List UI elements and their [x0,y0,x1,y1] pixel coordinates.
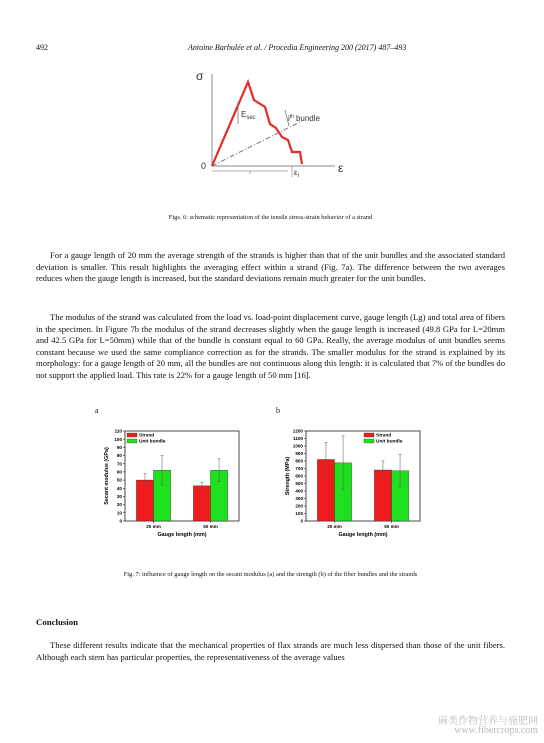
fig6-bundle-label: $i^{th}$ bundle [288,114,320,123]
fig6-caption: Figs. 6: schematic representation of the tensile stress-strain behavior of a strand [168,214,373,221]
fig7b-y-tick-label: 600 [295,473,303,479]
paragraph-3 [36,640,505,663]
fig7a-y-tick-label: 50 [116,477,122,483]
fig7b-x-tick-label: 50 mm [384,524,399,529]
paragraph-1-text: For a gauge length of 20 mm the average strength of the strands is higher than that of the unit bundles and the associated standard deviation is smaller. This result highlights the averaging effect within a strand (Fig. 7a). The difference between the two averages reduces when the gauge length is increased, but the standard deviations remain much greater for the unit bundles. [36,250,505,284]
paragraph-2 [36,312,505,382]
fig7b-y-tick-label: 1100 [293,436,303,442]
watermark-line-2: www.fibercrops.com [454,725,538,736]
fig7a-y-tick-label: 20 [116,502,122,508]
fig7a-x-axis-label: Gauge length (mm) [157,532,207,538]
fig7b-legend-label: Strand [376,433,392,439]
fig7a-y-tick-label: 110 [114,428,122,434]
fig7b-y-tick-label: 300 [295,496,303,502]
fig7-caption: Fig. 7: influence of gauge length on the secant modulus (a) and the strength (b) of the fiber bundles and the strands [123,571,418,578]
fig7b-x-tick-label: 20 mm [327,524,342,529]
fig7a-y-tick-label: 10 [116,510,122,516]
fig7b-y-tick-label: 500 [295,481,303,487]
conclusion-heading: Conclusion [36,617,79,627]
fig7a-legend-swatch [127,433,137,437]
fig7b-chart [283,425,428,543]
paragraph-3-text: These different results indicate that the mechanical properties of flax strands are much less dispersed than those of the unit fibers. Although each stem has particular properties, the representativeness of the average values [36,640,505,662]
fig7a-y-tick-label: 40 [116,485,122,491]
fig7a-y-tick-label: 0 [119,518,122,524]
fig6-y-label: σ [196,69,204,83]
fig6-schematic [190,66,365,186]
fig7b-y-tick-label: 1200 [292,428,303,434]
fig7a-bar-strand [193,486,210,521]
fig7b-y-tick-label: 1000 [292,443,303,449]
page-number: 492 [36,43,48,52]
fig6-esec-label: $E_{sec}$ [241,110,256,121]
paragraph-1 [36,250,505,285]
fig7b-y-tick-label: 0 [300,518,303,524]
fig7a-legend-swatch [127,439,137,443]
fig7a-y-tick-label: 90 [116,444,122,450]
fig7a-chart [102,425,247,543]
fig7b-y-tick-label: 700 [295,466,303,472]
fig7a-y-tick-label: 70 [116,461,122,467]
fig7a-legend-label: Unit bundle [139,439,166,445]
fig7a-y-tick-label: 30 [116,494,122,500]
fig7b-x-axis-label: Gauge length (mm) [338,532,388,538]
fig7b-y-tick-label: 900 [295,451,303,457]
fig7b-legend-swatch [364,439,374,443]
fig6-origin: 0 [201,161,207,171]
fig6-x-label: ε [338,161,344,175]
running-title: Antoine Barbulée et al. / Procedia Engineering 200 (2017) 487–493 [188,43,407,52]
fig7b-y-axis-label: Strength (MPa) [285,456,291,496]
fig7a-y-axis-label: Secant modulus (GPa) [104,447,110,505]
watermark-line-1: 麻类作物营养与施肥网 [438,716,538,727]
fig7a-y-tick-label: 100 [114,436,122,442]
fig7a-y-tick-label: 60 [116,469,122,475]
fig7-panel-label-b: b [276,406,280,415]
fig7a-legend-label: Strand [139,433,155,439]
fig7b-legend-label: Unit bundle [376,439,403,445]
fig7a-x-tick-label: 50 mm [203,524,218,529]
fig7a-x-tick-label: 20 mm [146,524,161,529]
fig6-strain-label: $\varepsilon_i$ [294,168,299,179]
fig7b-y-tick-label: 100 [295,511,303,517]
fig7b-y-tick-label: 800 [295,458,303,464]
fig7b-y-tick-label: 400 [295,488,303,494]
fig7b-y-tick-label: 200 [295,503,303,509]
fig7a-y-tick-label: 80 [116,453,122,459]
fig7-panel-label-a: a [95,406,99,415]
fig7b-legend-swatch [364,433,374,437]
paragraph-2-text: The modulus of the strand was calculated from the load vs. load-point displacement curve, gauge length (Lg) and total area of fibers in the specimen. In Figure 7b the modulus of the strand decreases slightly when the gauge length is increased (49.8 GPa for L=20mm and 42.5 GPa for L=50mm) while that of the bundle is constant equal to 60 GPa. Really, the average modulus of unit bundles seems constant because we used the same compliance correction as for the strands. The smaller modulus for the strand is explained by its morphology: for a gauge length of 20 mm, all the bundles are not continuous along this length: it is calculated that 7% of the bundles do not support the applied load. This rate is 22% for a gauge length of 50 mm [16]. [36,312,505,380]
